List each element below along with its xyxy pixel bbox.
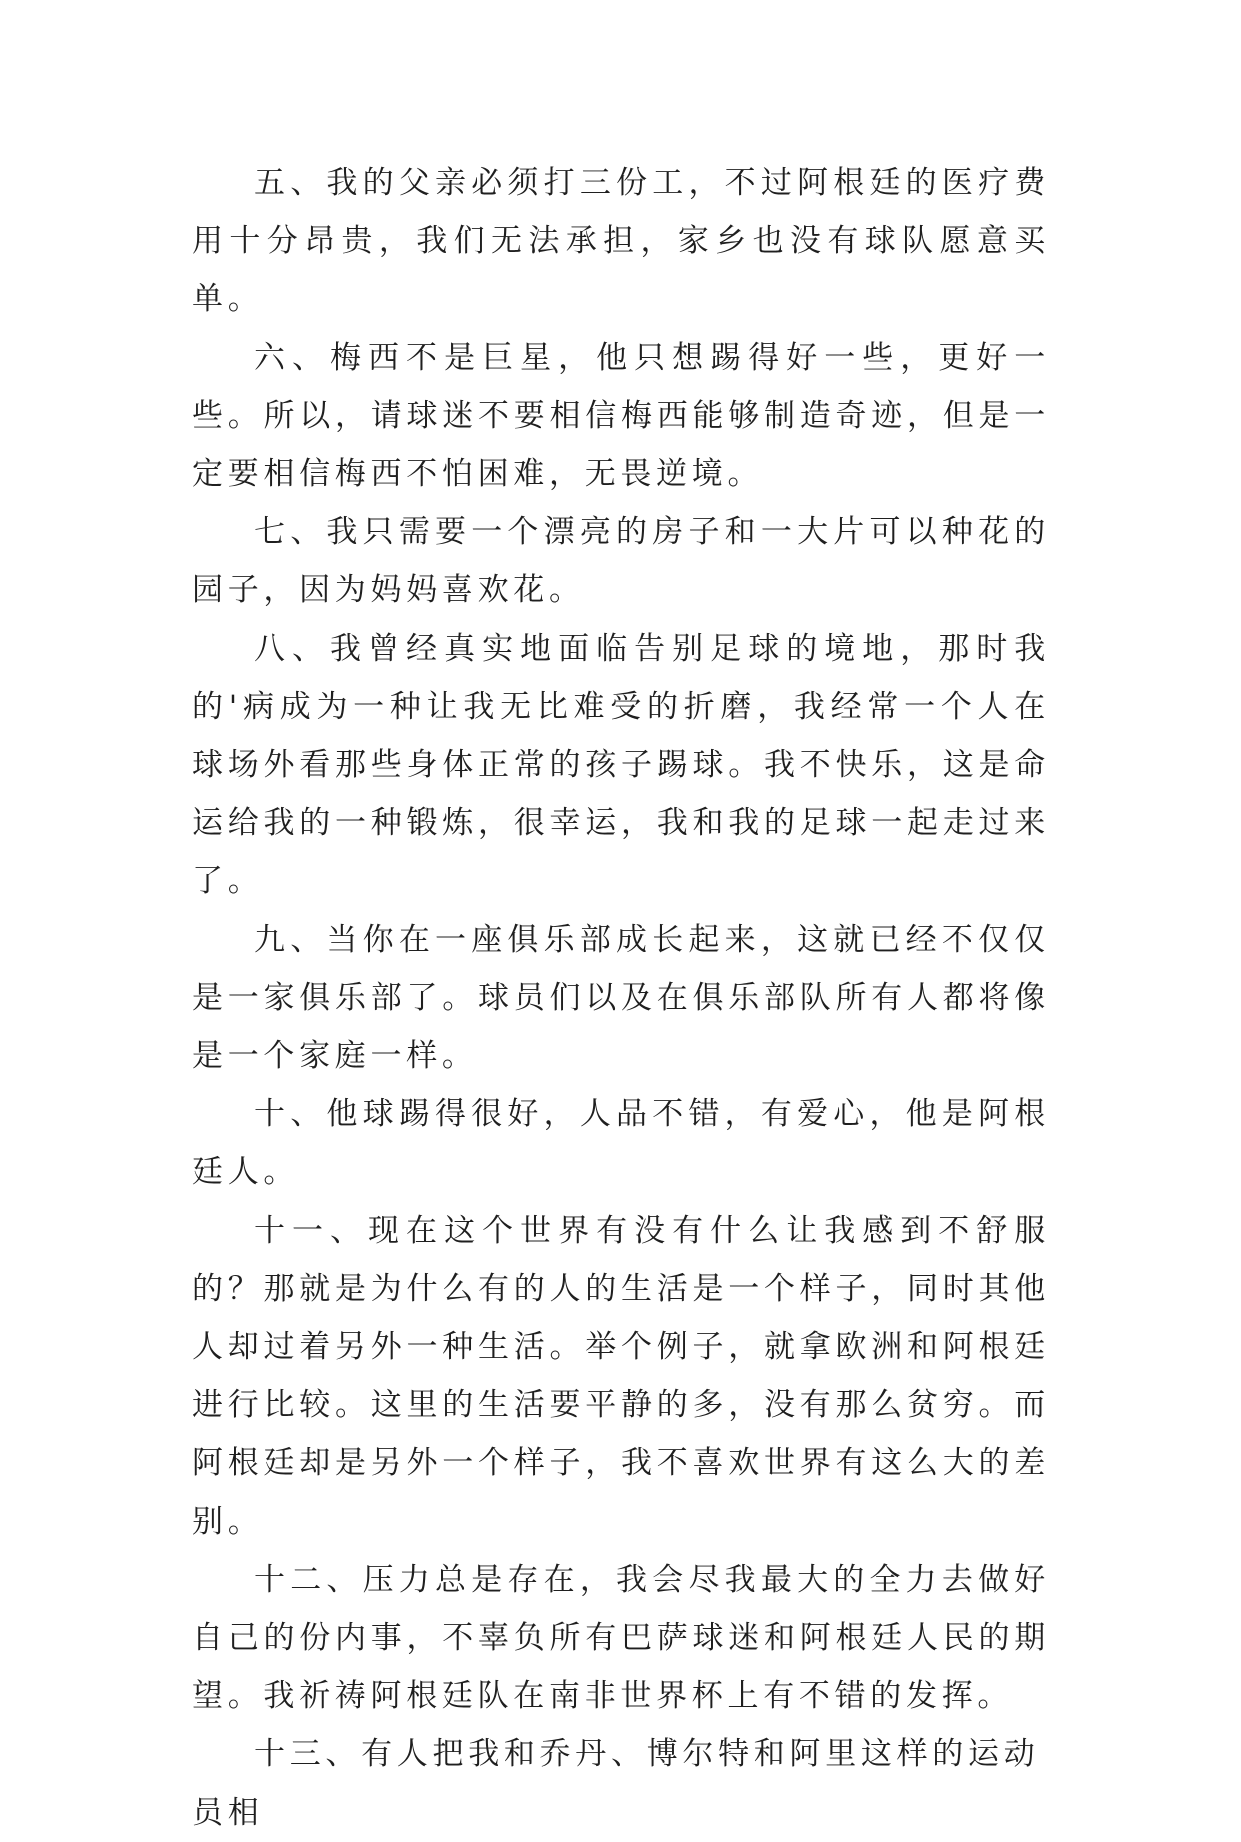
paragraph-12: 十二、压力总是存在，我会尽我最大的全力去做好自己的份内事，不辜负所有巴萨球迷和阿根廷人民的期望。我祈祷阿根廷队在南非世界杯上有不错的发挥。 (192, 1561, 1050, 1715)
paragraph-5: 五、我的父亲必须打三份工，不过阿根廷的医疗费用十分昂贵，我们无法承担，家乡也没有球队愿意买单。 (192, 165, 1050, 318)
paragraph-11: 十一、现在这个世界有没有什么让我感到不舒服的？那就是为什么有的人的生活是一个样子，同时其他人却过着另外一种生活。举个例子，就拿欧洲和阿根廷进行比较。这里的生活要平静的多，没有那么贫穷。而阿根廷却是另外一个样子，我不喜欢世界有这么大的差别。 (192, 1212, 1050, 1540)
paragraph-9: 九、当你在一座俱乐部成长起来，这就已经不仅仅是一家俱乐部了。球员们以及在俱乐部队所有人都将像是一个家庭一样。 (192, 921, 1050, 1075)
paragraph-8: 八、我曾经真实地面临告别足球的境地，那时我的'病成为一种让我无比难受的折磨，我经常一个人在球场外看那些身体正常的孩子踢球。我不快乐，这是命运给我的一种锻炼，很幸运，我和我的足球一起走过来了。 (192, 630, 1050, 900)
paragraph-6: 六、梅西不是巨星，他只想踢得好一些，更好一些。所以，请球迷不要相信梅西能够制造奇迹，但是一定要相信梅西不怕困难，无畏逆境。 (192, 339, 1050, 493)
paragraph-13: 十三、有人把我和乔丹、博尔特和阿里这样的运动员相 (192, 1736, 1040, 1831)
paragraph-10: 十、他球踢得很好，人品不错，有爱心，他是阿根廷人。 (192, 1096, 1050, 1191)
document-body (192, 154, 1050, 1842)
paragraph-7: 七、我只需要一个漂亮的房子和一大片可以种花的园子，因为妈妈喜欢花。 (192, 514, 1050, 609)
